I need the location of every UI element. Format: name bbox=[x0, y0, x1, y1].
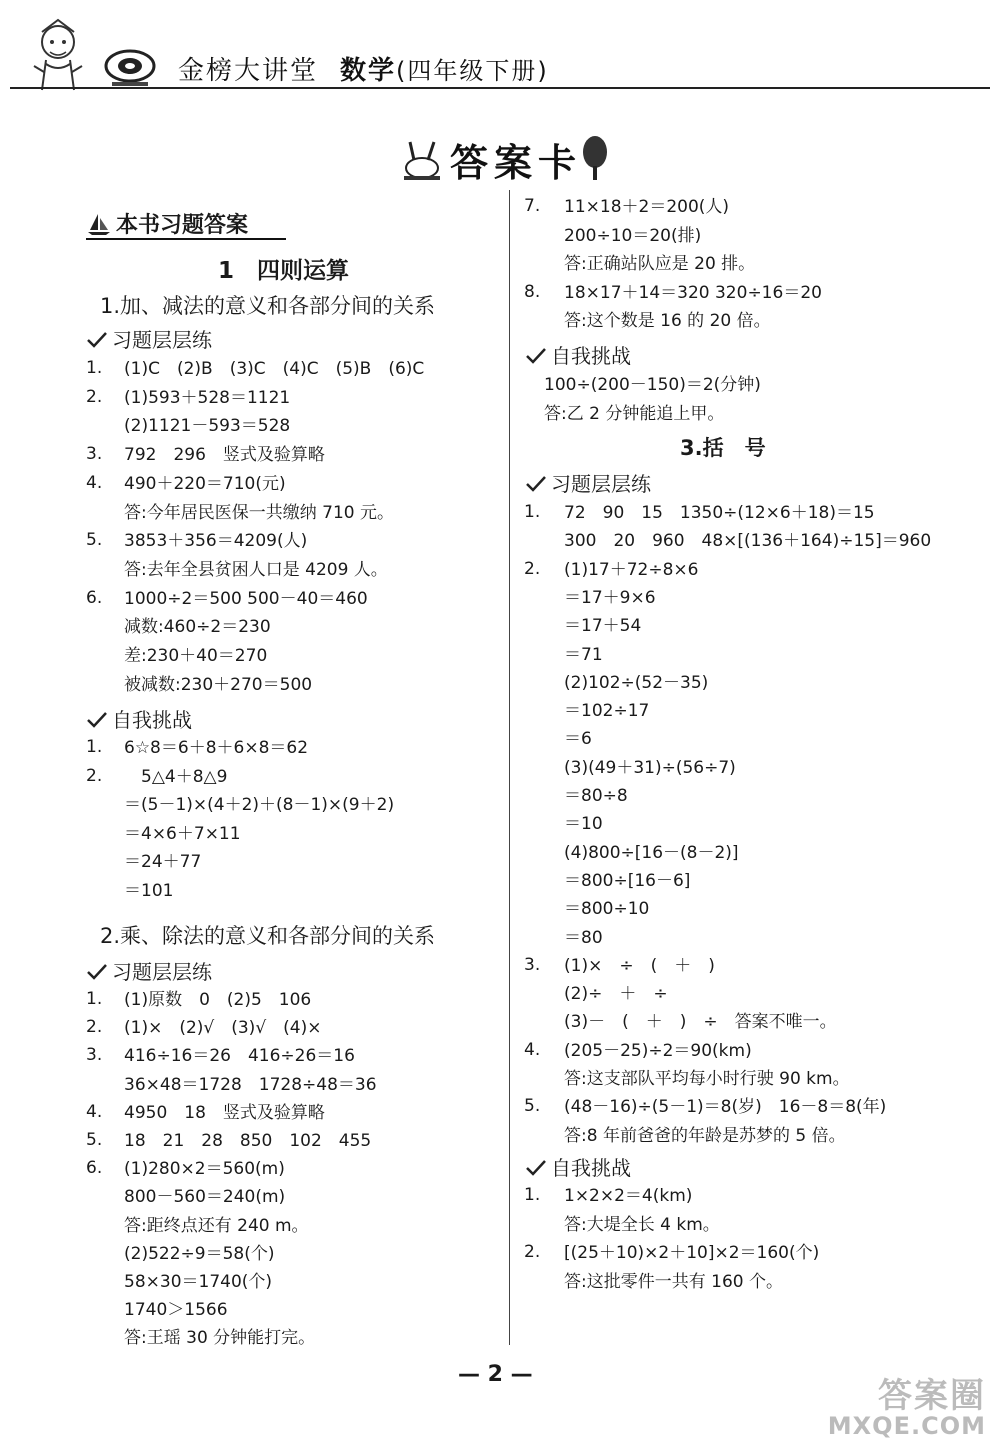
answer-line: 被减数:230＋270＝500 bbox=[124, 674, 313, 695]
section-title-2: 2.乘、除法的意义和各部分间的关系 bbox=[100, 924, 436, 948]
answer-line: 1000÷2＝500 500－40＝460 bbox=[124, 588, 368, 609]
answer-line: [(25＋10)×2＋10]×2＝160(个) bbox=[564, 1243, 820, 1263]
page-number: — 2 — bbox=[458, 1362, 533, 1387]
answer-line: 答:大堤全长 4 km。 bbox=[564, 1214, 720, 1235]
answer-line: 答:王瑶 30 分钟能打完。 bbox=[124, 1328, 316, 1349]
answers-heading-text: 本书习题答案 bbox=[116, 213, 249, 238]
grade-label: (四年级下册) bbox=[396, 57, 549, 85]
subject-name: 数学 bbox=[340, 56, 397, 86]
answer-line: 答:正确站队应是 20 排。 bbox=[564, 254, 756, 274]
practice-heading-text: 习题层层练 bbox=[551, 472, 651, 496]
item-number: 1. bbox=[86, 358, 103, 378]
answer-line: (4)800÷[16－(8－2)] bbox=[564, 842, 739, 863]
check-icon bbox=[525, 347, 547, 365]
check-icon bbox=[86, 331, 108, 349]
main-title bbox=[400, 130, 610, 186]
answer-line: (1)C (2)B (3)C (4)C (5)B (6)C bbox=[124, 359, 425, 379]
answer-line: ＝10 bbox=[564, 814, 603, 835]
item-number: 1. bbox=[86, 989, 103, 1009]
answer-line: ＝6 bbox=[564, 729, 592, 750]
answer-line: (3)(49＋31)÷(56÷7) bbox=[564, 757, 736, 778]
answer-line: ＝17＋9×6 bbox=[564, 587, 656, 608]
answer-line: 差:230＋40＝270 bbox=[124, 646, 268, 666]
item-number: 3. bbox=[86, 1045, 103, 1066]
practice-heading-text: 习题层层练 bbox=[112, 960, 212, 984]
challenge-heading-text: 自我挑战 bbox=[551, 344, 631, 368]
answer-line: 18×17＋14＝320 320÷16＝20 bbox=[564, 282, 822, 303]
answer-line: 58×30＝1740(个) bbox=[124, 1272, 273, 1292]
challenge-heading-2 bbox=[525, 340, 631, 369]
check-icon bbox=[86, 711, 108, 729]
watermark bbox=[786, 1368, 986, 1448]
sailboat-icon bbox=[86, 212, 112, 236]
answers-heading bbox=[86, 208, 306, 242]
answer-line: 答:乙 2 分钟能追上甲。 bbox=[544, 403, 725, 424]
item-number: 5. bbox=[86, 1130, 103, 1150]
answer-line: (205－25)÷2＝90(km) bbox=[564, 1040, 752, 1061]
answer-line: 11×18＋2＝200(人) bbox=[564, 197, 730, 217]
item-number: 6. bbox=[86, 587, 103, 608]
item-number: 3. bbox=[86, 444, 103, 465]
section-title-1: 1.加、减法的意义和各部分间的关系 bbox=[100, 294, 436, 318]
answer-line: 答:这个数是 16 的 20 倍。 bbox=[564, 311, 771, 331]
answer-line: 答:去年全县贫困人口是 4209 人。 bbox=[124, 559, 388, 580]
answer-line: 490＋220＝710(元) bbox=[124, 473, 286, 494]
answer-line: 答:今年居民医保一共缴纳 710 元。 bbox=[124, 502, 394, 523]
answer-line: (2)1121－593＝528 bbox=[124, 416, 291, 437]
check-icon bbox=[86, 963, 108, 981]
answer-line: (1)280×2＝560(m) bbox=[124, 1159, 285, 1180]
practice-heading-3 bbox=[525, 468, 651, 497]
answer-line: 36×48＝1728 1728÷48＝36 bbox=[124, 1074, 377, 1095]
header-divider bbox=[10, 87, 990, 89]
mascot-icon bbox=[28, 14, 88, 98]
challenge-heading-3 bbox=[525, 1152, 631, 1181]
answer-line: (2)÷ ＋ ÷ bbox=[564, 984, 668, 1005]
answer-line: ＝800÷[16－6] bbox=[564, 870, 691, 891]
answer-line: (2)102÷(52－35) bbox=[564, 672, 709, 693]
brand-logo-icon bbox=[102, 48, 158, 88]
challenge-heading-1 bbox=[86, 704, 192, 733]
answer-line: (1)593＋528＝1121 bbox=[124, 387, 291, 408]
answer-line: 18 21 28 850 102 455 bbox=[124, 1131, 372, 1151]
item-number: 4. bbox=[86, 1101, 103, 1122]
answer-line: ＝80 bbox=[564, 927, 603, 948]
column-divider bbox=[509, 190, 510, 1345]
practice-heading-1 bbox=[86, 324, 212, 353]
answer-line: ＝24＋77 bbox=[124, 852, 202, 872]
header-title bbox=[178, 50, 549, 87]
item-number: 2. bbox=[86, 386, 103, 407]
check-icon bbox=[525, 475, 547, 493]
answer-line: 答:这支部队平均每小时行驶 90 km。 bbox=[564, 1069, 850, 1089]
item-number: 1. bbox=[524, 1185, 541, 1205]
item-number: 3. bbox=[524, 954, 541, 975]
item-number: 2. bbox=[524, 558, 541, 579]
answer-line: 800－560＝240(m) bbox=[124, 1187, 286, 1208]
answer-line: 4950 18 竖式及验算略 bbox=[124, 1102, 325, 1123]
answer-line: 72 90 15 1350÷(12×6＋18)＝15 bbox=[564, 503, 875, 523]
chapter-title: 1 四则运算 bbox=[218, 258, 350, 284]
item-number: 1. bbox=[524, 502, 541, 522]
tree-icon bbox=[580, 134, 610, 184]
answer-line: 答:距终点还有 240 m。 bbox=[124, 1215, 309, 1236]
answer-line: 5△4＋8△9 bbox=[124, 766, 228, 787]
answer-line: ＝80÷8 bbox=[564, 786, 628, 806]
answer-line: 100÷(200－150)＝2(分钟) bbox=[544, 375, 761, 395]
item-number: 4. bbox=[86, 472, 103, 493]
answer-line: 200÷10＝20(排) bbox=[564, 225, 702, 246]
answer-line: (1)17＋72÷8×6 bbox=[564, 559, 699, 580]
challenge-heading-text: 自我挑战 bbox=[112, 708, 192, 732]
answer-line: (1)× ÷ ( ＋ ) bbox=[564, 955, 715, 976]
answer-line: (3)－ ( ＋ ) ÷ 答案不唯一。 bbox=[564, 1012, 837, 1033]
answer-line: (1)原数 0 (2)5 106 bbox=[124, 990, 312, 1010]
brand-name: 金榜大讲堂 bbox=[178, 56, 319, 86]
answer-line: 1×2×2＝4(km) bbox=[564, 1186, 693, 1206]
answer-line: (2)522÷9＝58(个) bbox=[124, 1243, 275, 1264]
item-number: 4. bbox=[524, 1039, 541, 1060]
check-icon bbox=[525, 1159, 547, 1177]
page-header bbox=[0, 0, 1000, 100]
practice-heading-text: 习题层层练 bbox=[112, 328, 212, 352]
answer-line: ＝17＋54 bbox=[564, 616, 642, 637]
answer-line: 减数:460÷2＝230 bbox=[124, 617, 271, 638]
answer-line: (1)× (2)√ (3)√ (4)× bbox=[124, 1018, 322, 1039]
watermark-url: MXQE.COM bbox=[827, 1412, 986, 1440]
answer-line: 答:8 年前爸爸的年龄是苏梦的 5 倍。 bbox=[564, 1125, 846, 1146]
answer-line: 792 296 竖式及验算略 bbox=[124, 445, 325, 466]
challenge-heading-text: 自我挑战 bbox=[551, 1156, 631, 1180]
answer-line: (48－16)÷(5－1)＝8(岁) 16－8＝8(年) bbox=[564, 1097, 887, 1118]
answer-card-title: 答案卡 bbox=[450, 141, 583, 185]
answer-line: 1740＞1566 bbox=[124, 1300, 228, 1321]
item-number: 5. bbox=[524, 1096, 541, 1117]
answer-line: 答:这批零件一共有 160 个。 bbox=[564, 1271, 783, 1292]
answer-line: ＝71 bbox=[564, 644, 603, 665]
answer-line: ＝101 bbox=[124, 880, 174, 901]
item-number: 8. bbox=[524, 281, 541, 302]
practice-heading-2 bbox=[86, 956, 212, 985]
item-number: 2. bbox=[86, 765, 103, 786]
answer-line: 6☆8＝6＋8＋6×8＝62 bbox=[124, 738, 309, 758]
item-number: 6. bbox=[86, 1158, 103, 1179]
item-number: 2. bbox=[86, 1017, 103, 1038]
item-number: 5. bbox=[86, 530, 103, 551]
answer-line: ＝(5－1)×(4＋2)＋(8－1)×(9＋2) bbox=[124, 795, 395, 815]
item-number: 1. bbox=[86, 737, 103, 757]
rabbit-icon bbox=[400, 138, 444, 182]
answer-line: ＝102÷17 bbox=[564, 701, 650, 722]
answer-line: 3853＋356＝4209(人) bbox=[124, 531, 308, 552]
answer-line: 416÷16＝26 416÷26＝16 bbox=[124, 1046, 355, 1067]
item-number: 7. bbox=[524, 196, 541, 216]
answers-heading-underline bbox=[86, 238, 286, 240]
item-number: 2. bbox=[524, 1242, 541, 1262]
section-title-3: 3.括 号 bbox=[680, 436, 766, 460]
answer-line: ＝4×6＋7×11 bbox=[124, 823, 241, 844]
answer-line: 300 20 960 48×[(136＋164)÷15]＝960 bbox=[564, 531, 932, 552]
watermark-text: 答案圈 bbox=[878, 1376, 986, 1416]
answer-line: ＝800÷10 bbox=[564, 899, 650, 920]
